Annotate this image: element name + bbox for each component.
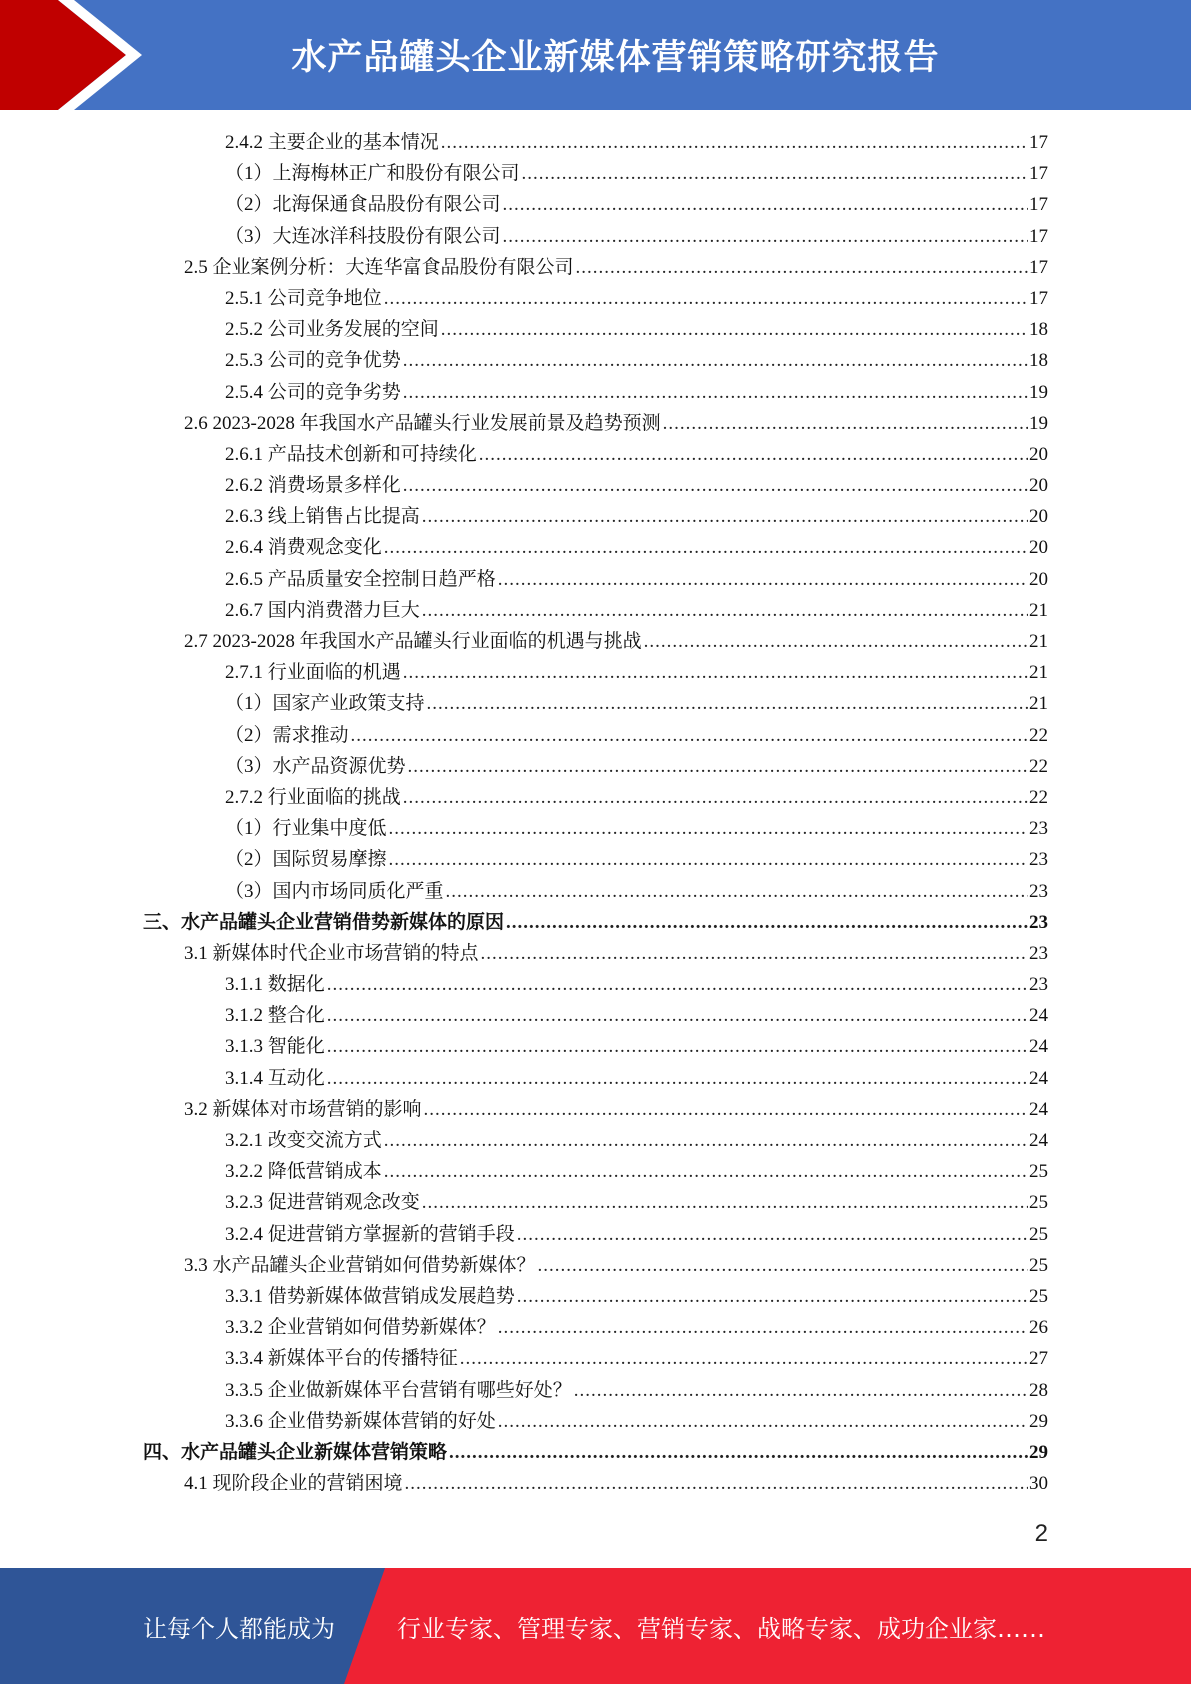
- toc-entry-page: 23: [1029, 880, 1048, 902]
- toc-dot-leader: [351, 720, 1028, 751]
- toc-entry-page: 25: [1029, 1223, 1048, 1245]
- toc-entry-title: 2.4.2 主要企业的基本情况: [225, 132, 439, 153]
- toc-dot-leader: [327, 1000, 1028, 1031]
- toc-entry[interactable]: [0, 1031, 1191, 1062]
- toc-dot-leader: [479, 439, 1028, 470]
- table-of-contents: [0, 127, 1191, 1499]
- toc-entry-page: 17: [1029, 163, 1048, 185]
- toc-entry-page: 23: [1029, 849, 1048, 871]
- toc-entry-title: 3.1.4 互动化: [225, 1067, 325, 1089]
- toc-entry[interactable]: [0, 1312, 1191, 1343]
- toc-entry[interactable]: [0, 158, 1191, 189]
- toc-dot-leader: [389, 813, 1028, 844]
- toc-dot-leader: [449, 1437, 1028, 1468]
- toc-entry-page: 24: [1029, 1067, 1048, 1089]
- toc-entry[interactable]: [0, 751, 1191, 782]
- toc-dot-leader: [441, 314, 1028, 345]
- toc-dot-leader: [481, 938, 1028, 969]
- toc-entry-title: （2）需求推动: [225, 724, 349, 746]
- toc-dot-leader: [498, 1312, 1028, 1343]
- toc-entry-page: 22: [1029, 724, 1048, 746]
- toc-entry-page: 29: [1029, 1441, 1048, 1463]
- toc-entry-page: 24: [1029, 1130, 1048, 1151]
- toc-dot-leader: [384, 1156, 1028, 1187]
- toc-dot-leader: [506, 907, 1028, 938]
- toc-entry[interactable]: [0, 408, 1191, 439]
- toc-entry-page: 23: [1029, 942, 1048, 964]
- toc-dot-leader: [389, 844, 1028, 875]
- toc-entry-title: 2.7 2023-2028 年我国水产品罐头行业面临的机遇与挑战: [184, 631, 642, 652]
- toc-entry-page: 24: [1029, 1098, 1048, 1120]
- toc-dot-leader: [498, 1406, 1028, 1437]
- toc-dot-leader: [503, 189, 1028, 220]
- toc-dot-leader: [403, 470, 1028, 501]
- toc-entry-title: （1）上海梅林正广和股份有限公司: [225, 163, 520, 185]
- toc-entry-title: 四、水产品罐头企业新媒体营销策略: [143, 1441, 448, 1463]
- toc-dot-leader: [384, 532, 1028, 563]
- toc-dot-leader: [503, 221, 1028, 252]
- toc-entry-page: 21: [1029, 662, 1048, 684]
- toc-entry-title: 2.6.5 产品质量安全控制日趋严格: [225, 568, 496, 590]
- toc-entry-page: 19: [1029, 381, 1048, 403]
- toc-entry-title: （3）国内市场同质化严重: [225, 880, 444, 902]
- toc-entry-title: 2.5.4 公司的竞争劣势: [225, 381, 401, 403]
- toc-entry[interactable]: [0, 1063, 1191, 1094]
- toc-dot-leader: [663, 408, 1028, 439]
- toc-entry[interactable]: [0, 189, 1191, 220]
- toc-entry-page: 22: [1029, 786, 1048, 808]
- toc-entry[interactable]: [0, 1156, 1191, 1187]
- toc-entry[interactable]: [0, 1375, 1191, 1406]
- toc-entry-title: 3.3.1 借势新媒体做营销成发展趋势: [225, 1285, 515, 1307]
- toc-entry-title: 3.3.6 企业借势新媒体营销的好处: [225, 1410, 496, 1432]
- chevron-arrow-icon: [0, 0, 200, 110]
- page-number: 2: [1034, 1520, 1048, 1547]
- toc-entry-page: 23: [1029, 974, 1048, 996]
- toc-entry[interactable]: [0, 688, 1191, 719]
- toc-dot-leader: [327, 1063, 1028, 1094]
- footer-banner: [0, 1568, 1191, 1684]
- toc-entry-title: （3）大连冰洋科技股份有限公司: [225, 225, 501, 247]
- toc-entry-page: 21: [1029, 631, 1048, 652]
- toc-entry-page: 29: [1029, 1410, 1048, 1432]
- toc-entry-page: 20: [1029, 475, 1048, 497]
- toc-entry[interactable]: [0, 283, 1191, 314]
- toc-entry[interactable]: [0, 782, 1191, 813]
- toc-entry[interactable]: [0, 907, 1191, 938]
- toc-entry-page: 30: [1029, 1473, 1048, 1495]
- toc-entry-title: 2.5.3 公司的竞争优势: [225, 350, 401, 372]
- toc-entry[interactable]: [0, 1281, 1191, 1312]
- toc-entry[interactable]: [0, 657, 1191, 688]
- toc-entry-page: 25: [1029, 1161, 1048, 1183]
- toc-dot-leader: [403, 657, 1028, 688]
- toc-entry-page: 25: [1029, 1254, 1048, 1276]
- toc-dot-leader: [424, 1094, 1028, 1125]
- toc-entry-title: 3.2.3 促进营销观念改变: [225, 1192, 420, 1214]
- toc-entry-page: 25: [1029, 1285, 1048, 1307]
- toc-entry[interactable]: [0, 938, 1191, 969]
- toc-entry-page: 21: [1029, 599, 1048, 621]
- toc-dot-leader: [441, 127, 1028, 158]
- toc-dot-leader: [576, 252, 1028, 283]
- toc-entry[interactable]: [0, 1125, 1191, 1156]
- toc-entry[interactable]: [0, 813, 1191, 844]
- toc-entry-page: 17: [1029, 132, 1048, 153]
- toc-dot-leader: [405, 1468, 1028, 1499]
- toc-dot-leader: [522, 158, 1028, 189]
- toc-entry-page: 20: [1029, 568, 1048, 590]
- report-title: 水产品罐头企业新媒体营销策略研究报告: [291, 38, 940, 78]
- toc-entry-page: 26: [1029, 1317, 1048, 1339]
- toc-entry-title: 2.6.3 线上销售占比提高: [225, 506, 420, 528]
- toc-dot-leader: [403, 377, 1028, 408]
- toc-entry[interactable]: [0, 1343, 1191, 1374]
- toc-dot-leader: [327, 969, 1028, 1000]
- toc-entry-title: 2.7.2 行业面临的挑战: [225, 786, 401, 808]
- toc-entry-title: 3.3.4 新媒体平台的传播特征: [225, 1348, 458, 1370]
- toc-entry[interactable]: [0, 876, 1191, 907]
- toc-dot-leader: [644, 626, 1028, 657]
- toc-entry-title: 3.2.1 改变交流方式: [225, 1130, 382, 1151]
- toc-entry[interactable]: [0, 127, 1191, 158]
- toc-entry-page: 23: [1029, 818, 1048, 840]
- toc-entry[interactable]: [0, 1094, 1191, 1125]
- toc-entry-page: 20: [1029, 537, 1048, 559]
- toc-dot-leader: [517, 1281, 1028, 1312]
- toc-entry-page: 24: [1029, 1005, 1048, 1027]
- toc-entry-title: 2.6.1 产品技术创新和可持续化: [225, 443, 477, 465]
- toc-dot-leader: [384, 1125, 1028, 1156]
- toc-entry-page: 23: [1029, 911, 1048, 933]
- toc-entry-page: 17: [1029, 256, 1048, 278]
- toc-entry-title: 2.5.1 公司竞争地位: [225, 287, 382, 309]
- toc-entry-title: 3.1.2 整合化: [225, 1005, 325, 1027]
- toc-entry[interactable]: [0, 564, 1191, 595]
- toc-entry[interactable]: [0, 595, 1191, 626]
- toc-entry-title: 2.7.1 行业面临的机遇: [225, 662, 401, 684]
- toc-entry-title: 3.3 水产品罐头企业营销如何借势新媒体？: [184, 1254, 536, 1276]
- toc-entry-page: 18: [1029, 319, 1048, 341]
- toc-entry-title: 3.3.5 企业做新媒体平台营销有哪些好处？: [225, 1379, 572, 1401]
- toc-entry-title: 2.6.2 消费场景多样化: [225, 475, 401, 497]
- toc-entry-title: 3.2.4 促进营销方掌握新的营销手段: [225, 1223, 515, 1245]
- footer-slogan-left: 让每个人都能成为: [143, 1614, 335, 1643]
- toc-entry-title: 4.1 现阶段企业的营销困境: [184, 1473, 403, 1495]
- toc-entry-page: 18: [1029, 350, 1048, 372]
- toc-entry[interactable]: [0, 532, 1191, 563]
- toc-entry[interactable]: [0, 1468, 1191, 1499]
- toc-entry-title: 3.3.2 企业营销如何借势新媒体？: [225, 1317, 496, 1339]
- toc-entry-title: （1）国家产业政策支持: [225, 693, 425, 715]
- toc-entry-title: 2.6 2023-2028 年我国水产品罐头行业发展前景及趋势预测: [184, 412, 661, 434]
- toc-entry-page: 25: [1029, 1192, 1048, 1214]
- toc-entry-title: 2.6.4 消费观念变化: [225, 537, 382, 559]
- toc-entry-page: 24: [1029, 1036, 1048, 1058]
- toc-dot-leader: [403, 345, 1028, 376]
- toc-entry[interactable]: [0, 252, 1191, 283]
- toc-entry[interactable]: [0, 1437, 1191, 1468]
- toc-dot-leader: [498, 564, 1028, 595]
- toc-entry-page: 17: [1029, 287, 1048, 309]
- toc-dot-leader: [446, 876, 1028, 907]
- toc-entry[interactable]: [0, 844, 1191, 875]
- report-header: [0, 0, 1191, 110]
- toc-entry[interactable]: [0, 470, 1191, 501]
- toc-entry-title: （2）北海保通食品股份有限公司: [225, 194, 501, 216]
- toc-entry-page: 17: [1029, 225, 1048, 247]
- toc-entry-page: 22: [1029, 755, 1048, 777]
- toc-entry-title: （1）行业集中度低: [225, 818, 387, 840]
- footer-slogan-right: 行业专家、管理专家、营销专家、战略专家、成功企业家……: [397, 1614, 1045, 1643]
- toc-entry[interactable]: [0, 377, 1191, 408]
- toc-entry[interactable]: [0, 501, 1191, 532]
- toc-entry-title: 三、水产品罐头企业营销借势新媒体的原因: [143, 911, 505, 933]
- toc-entry[interactable]: [0, 626, 1191, 657]
- toc-dot-leader: [538, 1250, 1028, 1281]
- toc-entry[interactable]: [0, 221, 1191, 252]
- toc-entry-title: 2.5 企业案例分析：大连华富食品股份有限公司: [184, 256, 574, 278]
- toc-entry-title: 2.5.2 公司业务发展的空间: [225, 319, 439, 341]
- toc-entry-title: 3.1.3 智能化: [225, 1036, 325, 1058]
- toc-entry-title: 2.6.7 国内消费潜力巨大: [225, 599, 420, 621]
- toc-entry[interactable]: [0, 1219, 1191, 1250]
- toc-entry-page: 27: [1029, 1348, 1048, 1370]
- toc-dot-leader: [427, 688, 1028, 719]
- toc-entry-title: 3.2.2 降低营销成本: [225, 1161, 382, 1183]
- toc-entry-title: （3）水产品资源优势: [225, 755, 406, 777]
- toc-entry[interactable]: [0, 1000, 1191, 1031]
- toc-entry[interactable]: [0, 720, 1191, 751]
- toc-entry-page: 20: [1029, 443, 1048, 465]
- toc-dot-leader: [422, 501, 1028, 532]
- toc-entry-page: 20: [1029, 506, 1048, 528]
- toc-entry-page: 19: [1029, 412, 1048, 434]
- toc-entry-page: 28: [1029, 1379, 1048, 1401]
- toc-entry[interactable]: [0, 345, 1191, 376]
- toc-entry-title: （2）国际贸易摩擦: [225, 849, 387, 871]
- toc-entry-page: 17: [1029, 194, 1048, 216]
- toc-entry-title: 3.1.1 数据化: [225, 974, 325, 996]
- toc-entry[interactable]: [0, 1187, 1191, 1218]
- toc-entry[interactable]: [0, 1250, 1191, 1281]
- toc-dot-leader: [460, 1343, 1028, 1374]
- toc-entry[interactable]: [0, 314, 1191, 345]
- toc-dot-leader: [574, 1375, 1028, 1406]
- toc-entry-title: 3.2 新媒体对市场营销的影响: [184, 1098, 422, 1120]
- toc-dot-leader: [517, 1219, 1028, 1250]
- toc-dot-leader: [327, 1031, 1028, 1062]
- toc-entry[interactable]: [0, 1406, 1191, 1437]
- toc-entry[interactable]: [0, 969, 1191, 1000]
- toc-dot-leader: [384, 283, 1028, 314]
- toc-entry[interactable]: [0, 439, 1191, 470]
- toc-entry-title: 3.1 新媒体时代企业市场营销的特点: [184, 942, 479, 964]
- toc-dot-leader: [408, 751, 1028, 782]
- toc-entry-page: 21: [1029, 693, 1048, 715]
- toc-dot-leader: [422, 1187, 1028, 1218]
- toc-dot-leader: [403, 782, 1028, 813]
- toc-dot-leader: [422, 595, 1028, 626]
